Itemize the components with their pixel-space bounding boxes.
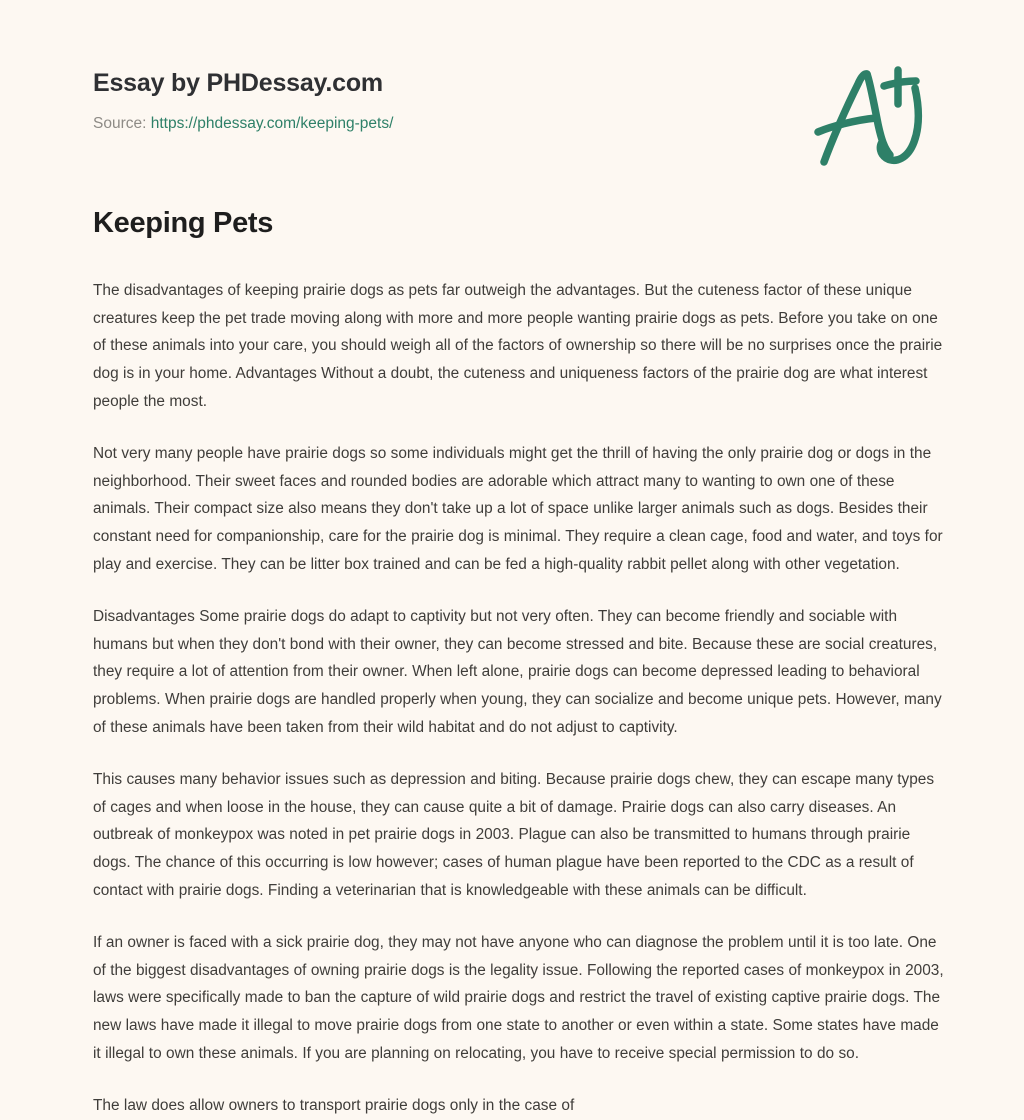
essay-paragraph: Not very many people have prairie dogs so some individuals might get the thrill of having the only prairie dog or dogs in the neighborhood. Their sweet faces and rounded bodies are adorable which attract many to wanting to own one of these animals. Their compact size also means they don't take up a lot of space unlike larger animals such as dogs. Besides their constant need for companionship, care for the prairie dog is minimal. They require a clean cage, food and water, and toys for play and exercise. They can be litter box trained and can be fed a high-quality rabbit pellet along with other vegetation. (93, 445, 943, 573)
source-label: Source: (93, 115, 147, 132)
essay-paragraph: If an owner is faced with a sick prairie dog, they may not have anyone who can diagnose the problem until it is too late. One of the biggest disadvantages of owning prairie dogs is the legality issue. Following the reported cases of monkeypox in 2003, laws were specifically made to ban the capture of wild prairie dogs and restrict the travel of existing captive prairie dogs. The new laws have made it illegal to move prairie dogs from one state to another or even within a state. Some states have made it illegal to own these animals. If you are planning on relocating, you have to receive special permission to do so. (93, 934, 944, 1062)
source-line (93, 115, 393, 134)
essay-paragraph: Disadvantages Some prairie dogs do adapt to captivity but not very often. They can become friendly and sociable with humans but when they don't bond with their owner, they can become stressed and bite. Because these are social creatures, they require a lot of attention from their owner. When left alone, prairie dogs can become depressed leading to behavioral problems. When prairie dogs are handled properly when young, they can socialize and become unique pets. However, many of these animals have been taken from their wild habitat and do not adjust to captivity. (93, 608, 942, 736)
essay-paragraph: The law does allow owners to transport prairie dogs only in the case of (93, 1097, 575, 1115)
a-plus-logo-icon (812, 62, 932, 170)
source-url-link[interactable]: https://phdessay.com/keeping-pets/ (150, 115, 394, 132)
document-header (0, 0, 1024, 190)
brand-title: Essay by PHDessay.com (93, 69, 383, 97)
page-title: Keeping Pets (93, 207, 274, 239)
document-body (93, 205, 945, 1120)
essay-paragraph: The disadvantages of keeping prairie dogs as pets far outweigh the advantages. But the cuteness factor of these unique creatures keep the pet trade moving along with more and more people wanting prairie dogs as pets. Before you take on one of these animals into your care, you should weigh all of the factors of ownership so there will be no surprises once the prairie dog is in your home. Advantages Without a doubt, the cuteness and uniqueness factors of the prairie dog are what interest people the most. (93, 282, 943, 410)
brand-block (93, 68, 393, 134)
essay-paragraph: This causes many behavior issues such as depression and biting. Because prairie dogs chew, they can escape many types of cages and when loose in the house, they can cause quite a bit of damage. Prairie dogs can also carry diseases. An outbreak of monkeypox was noted in pet prairie dogs in 2003. Plague can also be transmitted to humans through prairie dogs. The chance of this occurring is low however; cases of human plague have been reported to the CDC as a result of contact with prairie dogs. Finding a veterinarian that is knowledgeable with these animals can be difficult. (93, 771, 935, 899)
